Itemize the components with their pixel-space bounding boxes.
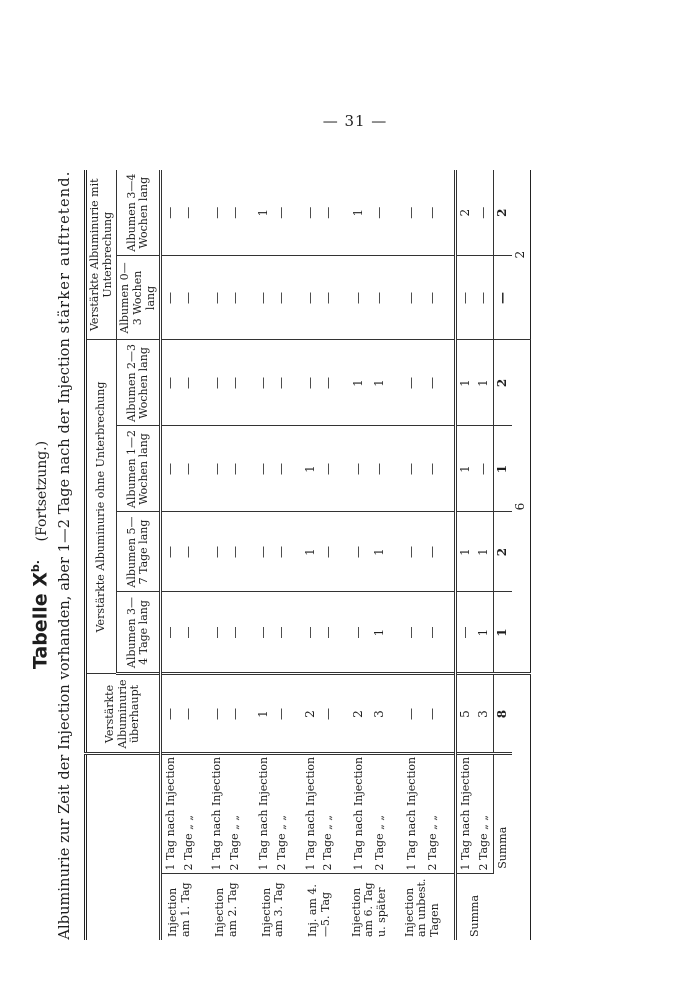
spacer-row <box>291 170 302 940</box>
total-cell: 2 <box>494 340 512 426</box>
table-cell: 3 <box>370 674 391 754</box>
header-ohne-unterbrechung: Verstärkte Albuminurie ohne Unterbrechung <box>86 340 117 674</box>
row-group-label: Injection an unbest. Tagen <box>402 878 441 937</box>
table-row <box>456 170 475 940</box>
table-cell: — <box>402 512 423 592</box>
total-row <box>494 170 512 940</box>
table-cell: — <box>273 170 291 256</box>
table-cell: — <box>456 592 475 674</box>
table-cell: — <box>422 170 443 256</box>
table-cell: — <box>227 256 245 340</box>
table-cell: — <box>180 256 198 340</box>
table-cell: — <box>161 592 180 674</box>
page-number: — 31 — <box>322 112 388 130</box>
row-label: 1 Tag nach Injection <box>349 754 370 874</box>
table-cell: — <box>402 426 423 512</box>
table-cell: — <box>180 426 198 512</box>
mit-total: 2 <box>512 170 530 340</box>
table-subtitle-text: Albuminurie zur Zeit der Injection vorhanden, aber 1—2 Tage nach der Injection <box>57 338 73 940</box>
row-label: 2 Tage „ „ <box>370 754 391 874</box>
table-cell: — <box>209 592 227 674</box>
table-subtitle <box>58 170 80 940</box>
row-label: 1 Tag nach Injection <box>456 754 475 874</box>
table-cell: — <box>349 426 370 512</box>
table-cell: — <box>227 426 245 512</box>
table-cell: — <box>161 170 180 256</box>
table-cell: — <box>302 592 320 674</box>
table-cell: 1 <box>475 592 493 674</box>
table-cell: — <box>209 340 227 426</box>
table-cell: — <box>475 170 493 256</box>
table-cell: — <box>227 592 245 674</box>
row-label: 2 Tage „ „ <box>180 754 198 874</box>
row-group-label: Injection am 6. Tag u. später <box>349 882 388 937</box>
rotated-table-block <box>30 170 585 940</box>
table-cell: — <box>273 674 291 754</box>
table-cell: 1 <box>349 170 370 256</box>
table-title-sup: b. <box>29 560 42 573</box>
spacer-row <box>338 170 349 940</box>
header-mit-unterbrechung: Verstärkte Albuminurie mit Unterbrechung <box>86 170 117 340</box>
table-title-continuation: (Fortsetzung.) <box>34 440 51 542</box>
table-cell: — <box>402 674 423 754</box>
table-cell: 1 <box>475 340 493 426</box>
table-row <box>475 170 493 940</box>
table-cell: — <box>370 426 391 512</box>
table-cell: — <box>209 512 227 592</box>
table-cell: — <box>320 170 338 256</box>
ohne-total: 6 <box>512 340 530 674</box>
table-cell: 1 <box>302 426 320 512</box>
spacer-row <box>244 170 255 940</box>
table-cell: — <box>349 256 370 340</box>
table-cell: — <box>422 512 443 592</box>
table-row <box>349 170 370 940</box>
table-title <box>30 170 56 940</box>
table-cell: — <box>402 340 423 426</box>
table-cell: — <box>422 340 443 426</box>
group-total-row <box>512 170 530 940</box>
table-cell: — <box>161 512 180 592</box>
table-cell: — <box>209 674 227 754</box>
total-cell: 1 <box>494 592 512 674</box>
table-body <box>161 170 530 940</box>
table-cell: 1 <box>370 512 391 592</box>
table-cell: 2 <box>456 170 475 256</box>
table-cell: — <box>161 426 180 512</box>
table-cell: — <box>320 426 338 512</box>
row-label: 2 Tage „ „ <box>320 754 338 874</box>
table-cell: — <box>475 426 493 512</box>
table-cell: 1 <box>370 592 391 674</box>
table-cell: — <box>180 592 198 674</box>
table-cell: — <box>402 592 423 674</box>
table-cell: — <box>180 674 198 754</box>
row-label: 2 Tage „ „ <box>227 754 245 874</box>
total-cell: 2 <box>494 170 512 256</box>
table-cell: 5 <box>456 674 475 754</box>
table-cell: — <box>422 674 443 754</box>
table-cell: — <box>180 170 198 256</box>
data-table <box>84 170 531 940</box>
table-cell: — <box>320 340 338 426</box>
table-cell: — <box>320 592 338 674</box>
row-group-label: Injection am 2. Tag <box>212 882 239 937</box>
table-cell: 1 <box>370 340 391 426</box>
table-cell: 1 <box>255 170 273 256</box>
table-cell: 1 <box>456 512 475 592</box>
table-cell: 1 <box>475 512 493 592</box>
table-row <box>209 170 227 940</box>
table-header <box>86 170 161 940</box>
table-cell: — <box>422 592 443 674</box>
spacer-row <box>391 170 402 940</box>
total-cell: 8 <box>494 674 512 754</box>
row-label: 2 Tage „ „ <box>273 754 291 874</box>
table-cell: — <box>255 512 273 592</box>
row-label: 1 Tag nach Injection <box>402 754 423 874</box>
table-cell: — <box>227 512 245 592</box>
table-cell: 1 <box>255 674 273 754</box>
table-row <box>227 170 245 940</box>
table-cell: — <box>227 170 245 256</box>
table-cell: — <box>349 512 370 592</box>
table-row <box>161 170 180 940</box>
table-cell: — <box>273 592 291 674</box>
spacer-row <box>198 170 209 940</box>
table-cell: — <box>302 340 320 426</box>
table-cell: — <box>180 340 198 426</box>
total-cell: — <box>494 256 512 340</box>
table-cell: — <box>302 256 320 340</box>
row-label: 2 Tage „ „ <box>475 754 493 874</box>
table-row <box>180 170 198 940</box>
table-cell: — <box>255 592 273 674</box>
table-row <box>273 170 291 940</box>
table-cell: — <box>370 170 391 256</box>
table-cell: — <box>302 170 320 256</box>
table-row <box>302 170 320 940</box>
table-cell: — <box>255 256 273 340</box>
header-sub-col: Albumen 5—7 Tage lang <box>117 512 161 592</box>
row-label: 2 Tage „ „ <box>422 754 443 874</box>
row-group-label: Injection am 1. Tag <box>166 882 192 937</box>
table-cell: — <box>273 426 291 512</box>
table-cell: — <box>475 256 493 340</box>
header-verstaerkte-ueberhaupt: Verstärkte Albuminurie überhaupt <box>86 674 161 754</box>
table-cell: — <box>255 340 273 426</box>
total-cell: 2 <box>494 512 512 592</box>
table-cell: — <box>320 512 338 592</box>
table-cell: — <box>209 256 227 340</box>
table-cell: — <box>422 256 443 340</box>
row-label: 1 Tag nach Injection <box>209 754 227 874</box>
row-label: 1 Tag nach Injection <box>161 754 180 874</box>
table-cell: — <box>273 256 291 340</box>
table-cell: — <box>209 426 227 512</box>
table-cell: — <box>422 426 443 512</box>
table-cell: — <box>180 512 198 592</box>
table-cell: — <box>320 256 338 340</box>
total-label: Summa <box>495 826 509 869</box>
header-sub-col: Albumen 3—4 Wochen lang <box>117 170 161 256</box>
table-row <box>402 170 423 940</box>
table-cell: — <box>161 674 180 754</box>
table-row <box>422 170 443 940</box>
table-row <box>370 170 391 940</box>
row-label: 1 Tag nach Injection <box>255 754 273 874</box>
table-cell: — <box>273 512 291 592</box>
table-cell: — <box>255 426 273 512</box>
row-group-label: Injection am 3. Tag <box>259 882 286 937</box>
table-title-main: Tabelle X <box>29 572 52 670</box>
row-group-label: Summa <box>468 894 482 937</box>
total-cell: 1 <box>494 426 512 512</box>
table-cell: 1 <box>456 340 475 426</box>
table-subtitle-emphasis: stärker auftretend. <box>57 170 73 334</box>
table-cell: 2 <box>349 674 370 754</box>
table-cell: — <box>161 340 180 426</box>
table-cell: — <box>320 674 338 754</box>
table-cell: — <box>227 340 245 426</box>
row-label: 1 Tag nach Injection <box>302 754 320 874</box>
table-cell: — <box>209 170 227 256</box>
table-row <box>255 170 273 940</box>
header-sub-col: Albumen 0—3 Wochen lang <box>117 256 161 340</box>
table-cell: 1 <box>456 426 475 512</box>
header-sub-col: Albumen 3—4 Tage lang <box>117 592 161 674</box>
header-sub-col: Albumen 2—3 Wochen lang <box>117 340 161 426</box>
table-cell: 2 <box>302 674 320 754</box>
spacer-row <box>443 170 456 940</box>
header-sub-col: Albumen 1—2 Wochen lang <box>117 426 161 512</box>
table-row <box>320 170 338 940</box>
table-cell: — <box>402 256 423 340</box>
row-group-label: Inj. am 4.—5. Tag <box>306 884 332 937</box>
table-cell: — <box>456 256 475 340</box>
table-cell: — <box>273 340 291 426</box>
table-cell: 1 <box>349 340 370 426</box>
table-cell: 3 <box>475 674 493 754</box>
table-cell: — <box>349 592 370 674</box>
table-cell: — <box>161 256 180 340</box>
table-cell: — <box>402 170 423 256</box>
table-cell: — <box>370 256 391 340</box>
table-cell: 1 <box>302 512 320 592</box>
table-cell: — <box>227 674 245 754</box>
